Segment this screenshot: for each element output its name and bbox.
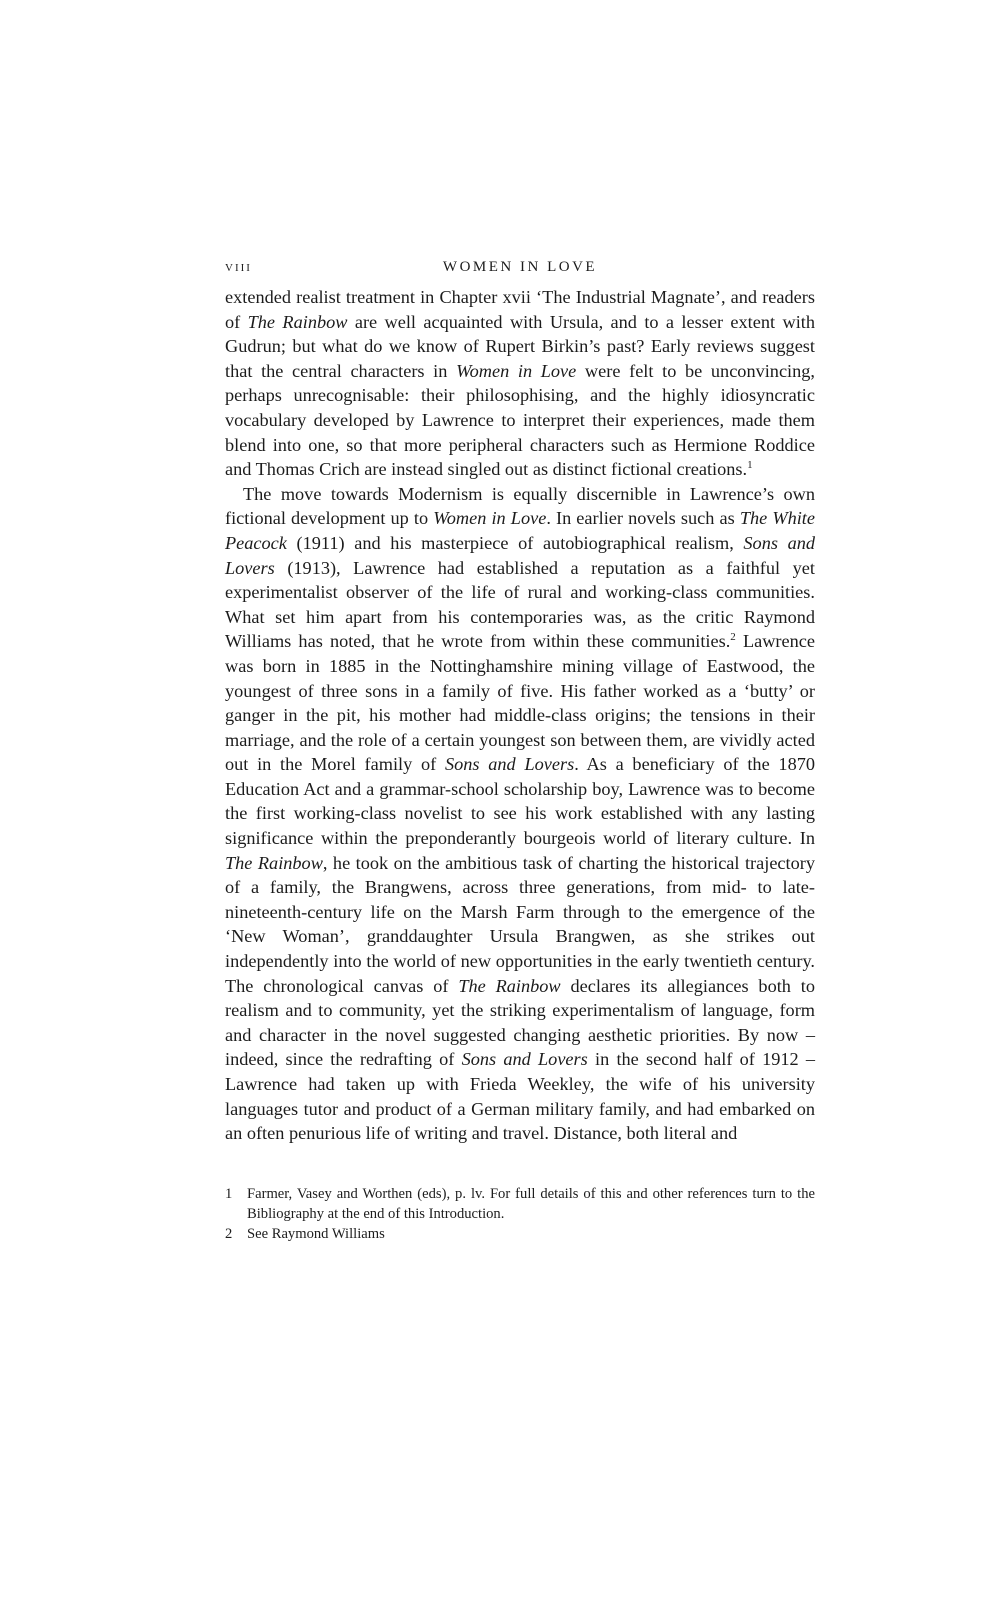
text-run: . In earlier novels such as: [546, 508, 740, 529]
running-title: WOMEN IN LOVE: [442, 259, 598, 275]
footnote-number: 1: [225, 1185, 233, 1202]
body-text: [225, 285, 815, 1146]
italic-title: Sons and Lovers: [445, 754, 575, 775]
text-run: are well acquainted with Ursula, and to a lesser extent with Gudrun; but what do we know of Rupert Birkin’s past? Early reviews suggest that the central characters in: [225, 311, 815, 381]
text-run: The move towards Modernism is equally discernible in Lawrence’s own fictional development up to: [225, 483, 815, 529]
footnote-text: Farmer, Vasey and Worthen (eds), p. lv. For full details of this and other references turn to the Bibliography at the end of this Introduction.: [247, 1185, 815, 1222]
text-run: (1913), Lawrence had established a reputation as a faithful yet experimentalist observer of the life of rural and working-class communities. What set him apart from his contemporaries was, as the critic Raymond Williams has noted, that he wrote from within these communities.: [225, 557, 815, 652]
italic-title: The Rainbow: [247, 311, 348, 332]
text-run: . As a beneficiary of the 1870 Education Act and a grammar-school scholarship boy, Lawrence was to become the first working-class novelist to see his work established with any lasting significance within the preponderantly bourgeois world of literary culture. In: [225, 754, 815, 849]
text-run: in the second half of 1912 – Lawrence had taken up with Frieda Weekley, the wife of his university languages tutor and product of a German military family, and had embarked on an often penurious life of writing and travel. Distance, both literal and: [225, 1049, 815, 1144]
italic-title: Sons and Lovers: [225, 532, 815, 578]
footnote-reference: 1: [747, 459, 753, 472]
footnote: [225, 1224, 815, 1244]
italic-title: Sons and Lovers: [461, 1049, 588, 1070]
running-head: [225, 259, 815, 281]
italic-title: The Rainbow: [225, 852, 323, 873]
footnote-text: See Raymond Williams: [247, 1225, 385, 1242]
text-run: Lawrence was born in 1885 in the Nottinghamshire mining village of Eastwood, the youngest of three sons in a family of five. His father worked as a ‘butty’ or ganger in the pit, his mother had middle-class origins; the tensions in their marriage, and the role of a certain youngest son between them, are vividly acted out in the Morel family of: [225, 631, 815, 775]
italic-title: Women in Love: [456, 360, 577, 381]
page-number: viii: [225, 259, 252, 275]
body-paragraph: [225, 482, 815, 1146]
footnote: [225, 1184, 815, 1224]
text-run: declares its allegiances both to realism and to community, yet the striking experimentalism of language, form and character in the novel suggested changing aesthetic priorities. By now – indeed, since the redrafting of: [225, 975, 816, 1070]
text-run: , he took on the ambitious task of charting the historical trajectory of a family, the Brangwens, across three generations, from mid- to late-nineteenth-century life on the Marsh Farm through to the emergence of the ‘New Woman’, granddaughter Ursula Brangwen, as she strikes out independently into the world of new opportunities in the early twentieth century. The chronological canvas of: [225, 852, 815, 996]
footnote-reference: 2: [730, 631, 736, 644]
footnote-number: 2: [225, 1225, 233, 1242]
italic-title: The White Peacock: [225, 508, 815, 553]
italic-title: The Rainbow: [458, 975, 561, 996]
footnotes: [225, 1184, 815, 1244]
italic-title: Women in Love: [433, 508, 547, 529]
text-run: extended realist treatment in Chapter xvii ‘The Industrial Magnate’, and readers of: [225, 287, 815, 332]
body-paragraph: [225, 285, 815, 482]
text-run: were felt to be unconvincing, perhaps unrecognisable: their philosophising, and the highly idiosyncratic vocabulary developed by Lawrence to interpret their experiences, made them blend into one, so that more peripheral characters such as Hermione Roddice and Thomas Crich are instead singled out as distinct fictional creations.: [225, 360, 815, 480]
text-run: (1911) and his masterpiece of autobiographical realism,: [286, 532, 744, 553]
book-page: [225, 259, 815, 1244]
